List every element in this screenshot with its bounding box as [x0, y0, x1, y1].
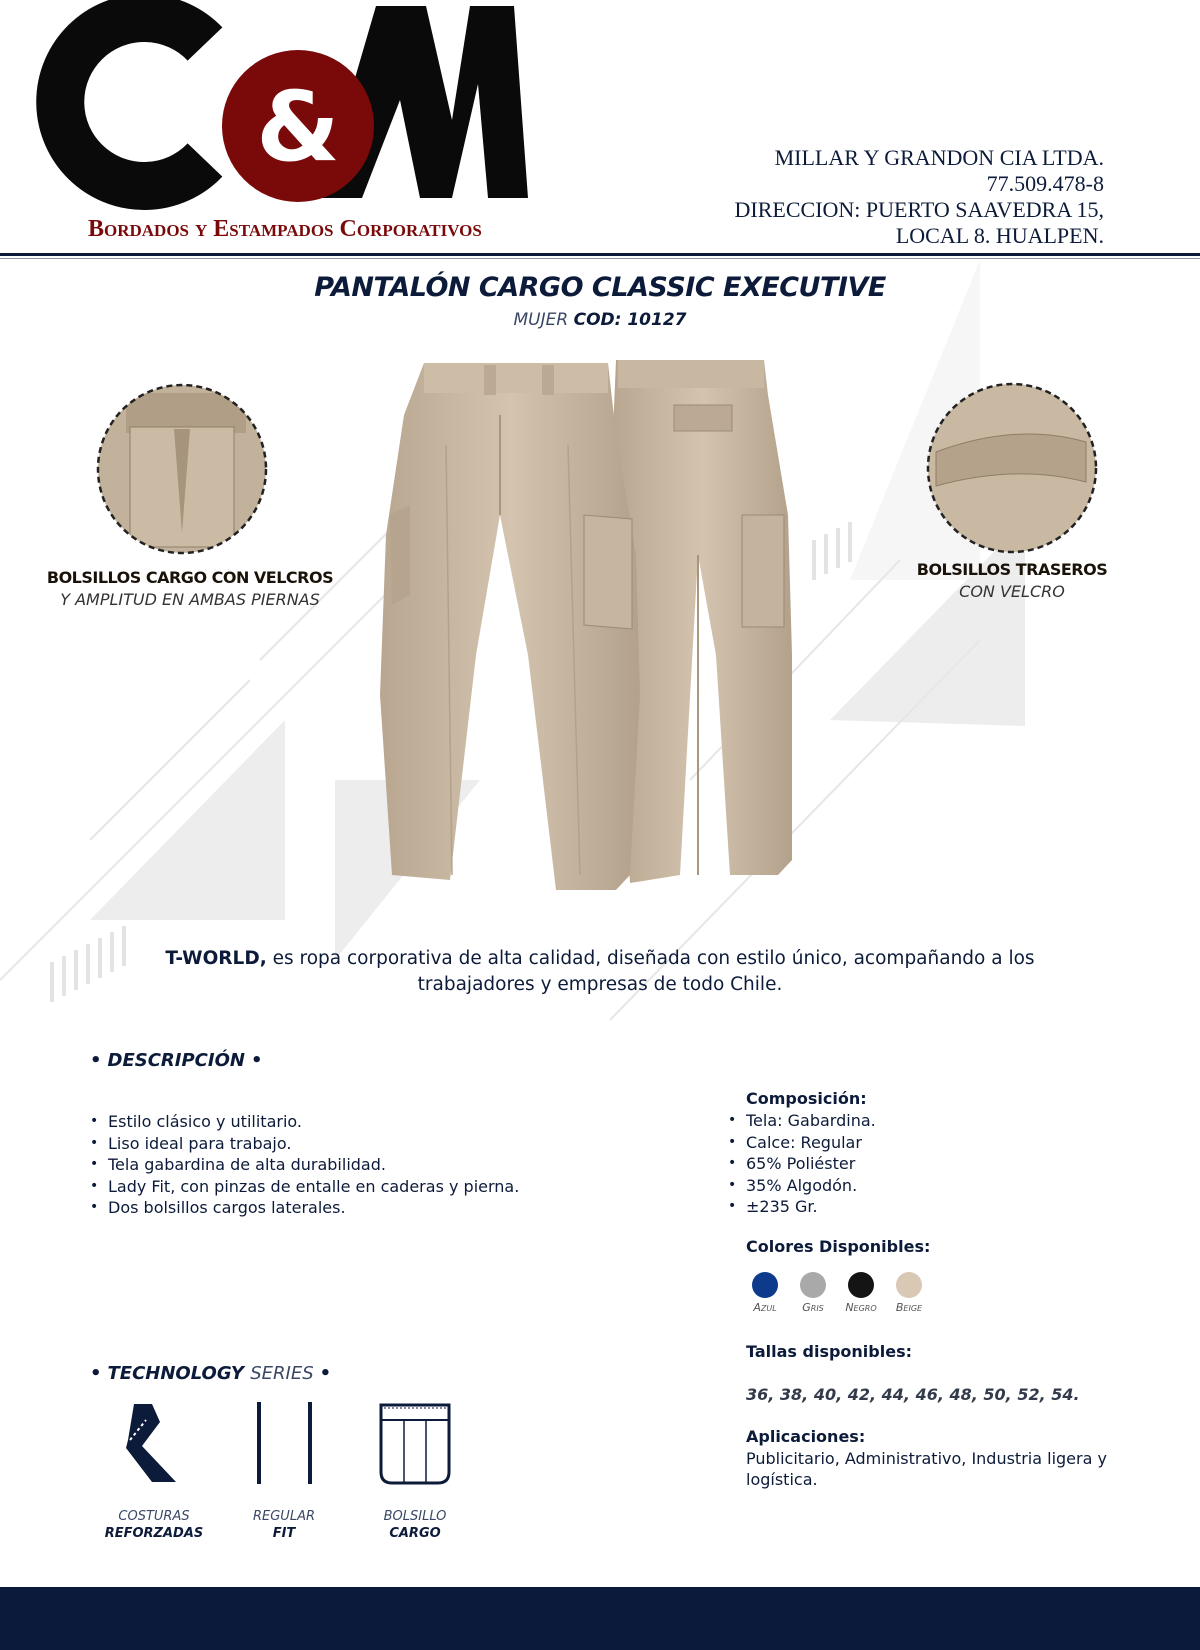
tech-label-stitching — [94, 1508, 214, 1542]
heading-bullet-right: • — [319, 1363, 332, 1384]
list-item: • 65% Poliéster — [724, 1153, 1124, 1175]
company-address: DIRECCION: PUERTO SAAVEDRA 15, — [734, 197, 1104, 222]
colors-label: Colores Disponibles: — [746, 1237, 931, 1256]
feature-cargo-title: BOLSILLOS CARGO CON VELCROS — [46, 568, 334, 587]
bg-triangle-left — [90, 720, 285, 920]
list-item: • ±235 Gr. — [724, 1196, 1124, 1218]
heading-bullet-right: • — [250, 1050, 263, 1071]
composition-label: Composición: — [746, 1089, 867, 1108]
description-list — [86, 1111, 646, 1219]
tech-line2: REFORZADAS — [104, 1526, 204, 1541]
tagline-text: es ropa corporativa de alta calidad, diseñada con estilo único, acompañando a los trabajadores y empresas de todo Chile. — [266, 948, 1035, 995]
company-name: MILLAR Y GRANDON CIA LTDA. — [774, 145, 1104, 170]
list-item: • Lady Fit, con pinzas de entalle en caderas y pierna. — [86, 1176, 646, 1198]
product-gender: MUJER — [513, 310, 569, 330]
logo-letter-c — [60, 18, 205, 186]
header-divider-thin — [0, 258, 1200, 259]
tech-line2: FIT — [272, 1526, 296, 1541]
tech-line2: CARGO — [389, 1526, 441, 1541]
color-option-azul — [740, 1272, 790, 1314]
header-divider — [0, 253, 1200, 256]
stitch-icon — [118, 1400, 184, 1486]
feature-back-title: BOLSILLOS TRASEROS — [916, 560, 1108, 579]
feature-back-subtitle: CON VELCRO — [959, 582, 1065, 601]
swatch-label: Azul — [753, 1301, 777, 1314]
applications-label: Aplicaciones: — [746, 1427, 866, 1446]
list-item: • Liso ideal para trabajo. — [86, 1133, 646, 1155]
swatch-azul — [752, 1272, 778, 1298]
technology-heading-bold: TECHNOLOGY — [107, 1363, 244, 1384]
regular-fit-icon — [250, 1402, 320, 1484]
product-image-pants — [380, 355, 800, 935]
technology-heading-light: SERIES — [250, 1363, 314, 1384]
tech-line1: COSTURAS — [118, 1509, 190, 1524]
list-item: • 35% Algodón. — [724, 1175, 1124, 1197]
composition-list — [724, 1110, 1124, 1218]
cm-logo — [0, 0, 560, 250]
sizes-value: 36, 38, 40, 42, 44, 46, 48, 50, 52, 54. — [746, 1385, 1080, 1404]
footer-bar — [0, 1587, 1200, 1650]
feature-cargo-pocket-image — [96, 383, 268, 555]
swatch-label: Negro — [845, 1301, 877, 1314]
color-option-beige — [884, 1272, 934, 1314]
color-swatches — [740, 1272, 980, 1320]
tech-label-fit — [224, 1508, 344, 1542]
product-subtitle — [0, 310, 1200, 330]
tech-line1: BOLSILLO — [383, 1509, 447, 1524]
heading-bullet-left: • — [90, 1363, 102, 1384]
tech-label-cargo — [355, 1508, 475, 1542]
feature-back-pocket-image — [926, 382, 1098, 554]
description-heading-text: DESCRIPCIÓN — [107, 1050, 245, 1071]
swatch-negro — [848, 1272, 874, 1298]
heading-bullet-left: • — [90, 1050, 102, 1071]
company-info — [735, 145, 1104, 249]
swatch-beige — [896, 1272, 922, 1298]
cargo-pocket-icon — [378, 1402, 452, 1486]
logo-tagline: Bordados y Estampados Corporativos — [88, 216, 482, 242]
pants-front-view — [380, 363, 640, 890]
list-item: • Tela gabardina de alta durabilidad. — [86, 1154, 646, 1176]
tech-line1: REGULAR — [252, 1509, 315, 1524]
company-rut: 77.509.478-8 — [986, 171, 1104, 196]
sizes-label: Tallas disponibles: — [746, 1342, 912, 1361]
applications-value: Publicitario, Administrativo, Industria ligera y logística. — [746, 1449, 1107, 1489]
color-option-negro — [836, 1272, 886, 1314]
list-item: • Dos bolsillos cargos laterales. — [86, 1197, 646, 1219]
product-code: COD: 10127 — [573, 310, 687, 330]
logo-ampersand: & — [256, 71, 340, 183]
feature-cargo-subtitle: Y AMPLITUD EN AMBAS PIERNAS — [60, 590, 320, 609]
brand-name: T-WORLD, — [165, 948, 267, 969]
list-item: • Tela: Gabardina. — [724, 1110, 1124, 1132]
company-address-2: LOCAL 8. HUALPEN. — [895, 223, 1104, 248]
swatch-gris — [800, 1272, 826, 1298]
brand-tagline — [140, 946, 1060, 998]
swatch-label: Gris — [802, 1301, 824, 1314]
product-title: PANTALÓN CARGO CLASSIC EXECUTIVE — [314, 272, 886, 303]
pants-back-view — [612, 360, 792, 883]
list-item: • Calce: Regular — [724, 1132, 1124, 1154]
list-item: • Estilo clásico y utilitario. — [86, 1111, 646, 1133]
technology-heading — [84, 1363, 337, 1384]
color-option-gris — [788, 1272, 838, 1314]
description-heading — [84, 1050, 268, 1071]
swatch-label: Beige — [895, 1301, 923, 1314]
